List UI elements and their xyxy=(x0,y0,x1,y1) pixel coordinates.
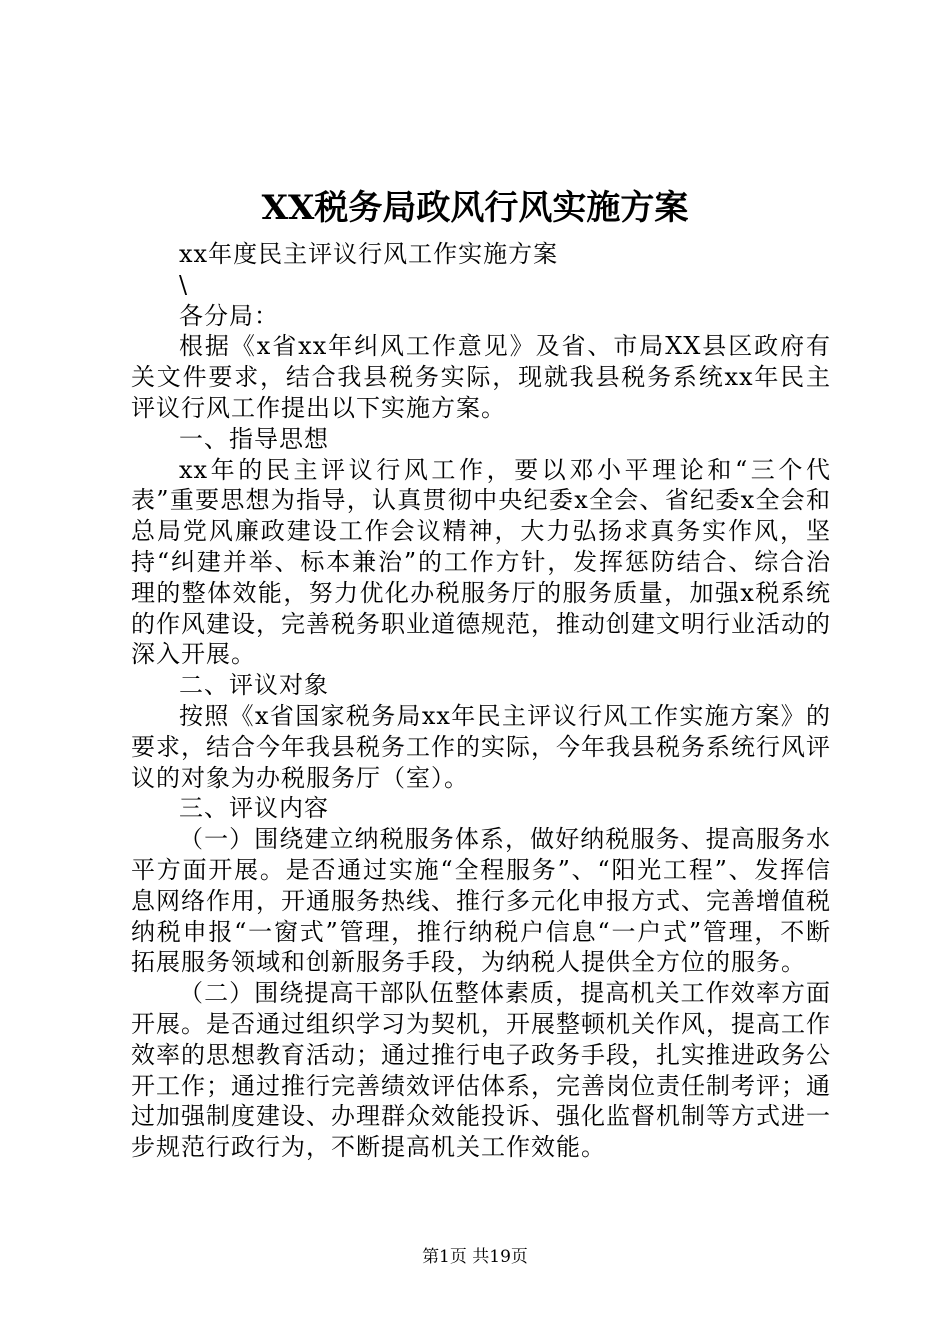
page-footer: 第1页 共19页 xyxy=(422,1247,528,1267)
paragraph-review-content-2: （二）围绕提高干部队伍整体素质，提高机关工作效率方面开展。是否通过组织学习为契机，开展整顿机关作风，提高工作效率的思想教育活动；通过推行电子政务手段，扎实推进政务公开工作；通过推行完善绩效评估体系，完善岗位责任制考评；通过加强制度建设、办理群众效能投诉、强化监督机制等方式进一步规范行政行为，不断提高机关工作效能。 xyxy=(131,979,831,1162)
paragraph-backslash: \ xyxy=(179,270,189,299)
paragraph-review-target: 按照《x省国家税务局xx年民主评议行风工作实施方案》的要求，结合今年我县税务工作的实际，今年我县税务系统行风评议的对象为办税服务厅（室）。 xyxy=(131,701,831,792)
paragraph-intro: 根据《x省xx年纠风工作意见》及省、市局XX县区政府有关文件要求，结合我县税务实际，现就我县税务系统xx年民主评议行风工作提出以下实施方案。 xyxy=(131,332,831,422)
section-heading-review-target: 二、评议对象 xyxy=(179,671,329,700)
section-heading-review-content: 三、评议内容 xyxy=(179,794,329,823)
section-heading-guiding-thought: 一、指导思想 xyxy=(179,424,329,453)
paragraph-salutation: 各分局： xyxy=(179,301,279,330)
paragraph-guiding-thought: xx年的民主评议行风工作，要以邓小平理论和“三个代表”重要思想为指导，认真贯彻中央纪委x全会、省纪委x全会和总局党风廉政建设工作会议精神，大力弘扬求真务实作风，坚持“纠建并举、标本兼治”的工作方针，发挥惩防结合、综合治理的整体效能，努力优化办税服务厅的服务质量，加强x税系统的作风建设，完善税务职业道德规范，推动创建文明行业活动的深入开展。 xyxy=(131,455,831,669)
document-body xyxy=(131,239,831,1163)
paragraph-subtitle: xx年度民主评议行风工作实施方案 xyxy=(179,240,559,268)
document-title: XX税务局政风行风实施方案 xyxy=(261,188,689,228)
paragraph-review-content-1: （一）围绕建立纳税服务体系，做好纳税服务、提高服务水平方面开展。是否通过实施“全程服务”、“阳光工程”、发挥信息网络作用，开通服务热线、推行多元化申报方式、完善增值税纳税申报“一窗式”管理，推行纳税户信息“一户式”管理，不断拓展服务领域和创新服务手段，为纳税人提供全方位的服务。 xyxy=(131,825,831,977)
